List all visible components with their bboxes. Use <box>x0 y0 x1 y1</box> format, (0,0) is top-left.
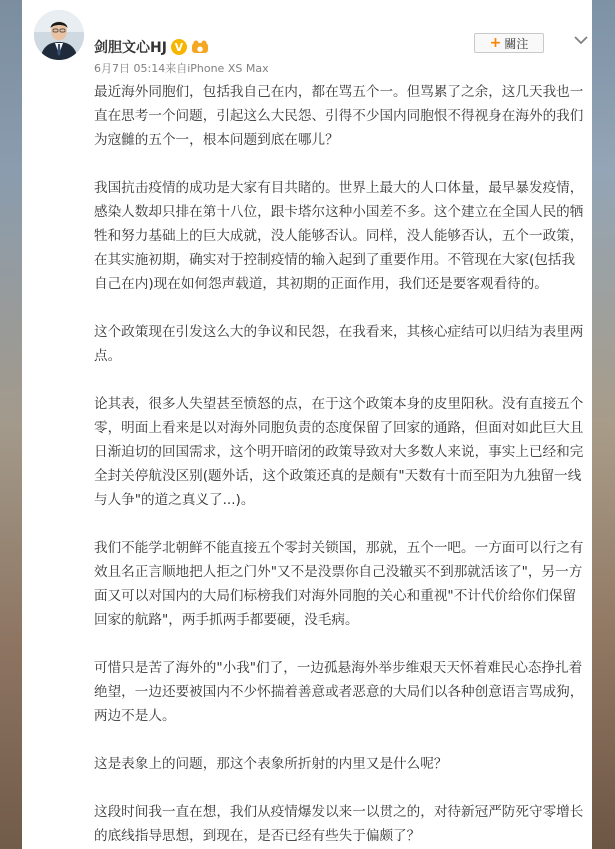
post-paragraph: 我国抗击疫情的成功是大家有目共睹的。世界上最大的人口体量，最早暴发疫情，感染人数却只排在第十八位，跟卡塔尔这种小国差不多。这个建立在全国人民的牺牲和努力基础上的巨大成就，没人能够否认。同样，没人能够否认，五个一政策，在其实施初期，确实对于控制疫情的输入起到了重要作用。不管现在大家(包括我自己在内)现在如何怨声载道，其初期的正面作用，我们还是要客观看待的。 <box>94 180 584 292</box>
post-paragraph: 这个政策现在引发这么大的争议和民怨，在我看来，其核心症结可以归结为表里两点。 <box>94 324 584 364</box>
post-paragraph: 论其表，很多人失望甚至愤怒的点，在于这个政策本身的皮里阳秋。没有直接五个零，明面上看来是以对海外同胞负责的态度保留了回家的通路，但面对如此巨大且日渐迫切的回国需求，这个明开暗闭的政策导致对大多数人来说，事实上已经和完全封关停航没区别(题外话，这个政策还真的是颇有"天数有十而至阳为九独留一线与人争"的道之真义了...)。 <box>94 396 584 508</box>
post-meta: 6月7日 05:14来自iPhone XS Max <box>94 62 269 75</box>
post-body <box>94 80 584 849</box>
member-badge-icon <box>191 40 209 54</box>
svg-text:●: ● <box>196 45 203 53</box>
author-name[interactable]: 剑胆文心HJ <box>94 40 167 56</box>
weibo-post-card <box>22 0 592 849</box>
author-row <box>94 37 209 57</box>
post-paragraph: 我们不能学北朝鲜不能直接五个零封关锁国，那就，五个一吧。一方面可以行之有效且名正言顺地把人拒之门外"又不是没票你自己没辙买不到那就活该了"，另一方面又可以对国内的大局们标榜我们对海外同胞的关心和重视"不计代价给你们保留回家的航路"，两手抓两手都要硬，没毛病。 <box>94 540 584 628</box>
background-right <box>592 0 615 849</box>
verified-icon: V <box>171 39 187 55</box>
chevron-down-icon[interactable] <box>574 35 588 45</box>
follow-label: 關注 <box>504 36 529 51</box>
post-paragraph: 可惜只是苦了海外的"小我"们了，一边孤悬海外举步维艰天天怀着难民心态挣扎着绝望，一边还要被国内不少怀揣着善意或者恶意的大局们以各种创意语言骂成狗，两边不是人。 <box>94 660 584 724</box>
plus-icon: + <box>489 35 502 51</box>
post-paragraph: 这是表象上的问题，那这个表象所折射的内里又是什么呢？ <box>94 756 448 772</box>
post-paragraph: 最近海外同胞们，包括我自己在内，都在骂五个一。但骂累了之余，这几天我也一直在思考一个问题，引起这么大民怨、引得不少国内同胞恨不得视身在海外的我们为寇雠的五个一，根本问题到底在哪儿？ <box>94 84 584 148</box>
avatar-image <box>34 10 84 60</box>
background-left <box>0 0 22 849</box>
follow-button[interactable] <box>474 33 544 53</box>
avatar[interactable] <box>34 10 84 60</box>
post-paragraph: 这段时间我一直在想，我们从疫情爆发以来一以贯之的，对待新冠严防死守零增长的底线指导思想，到现在，是否已经有些失于偏颇了？ <box>94 804 584 844</box>
